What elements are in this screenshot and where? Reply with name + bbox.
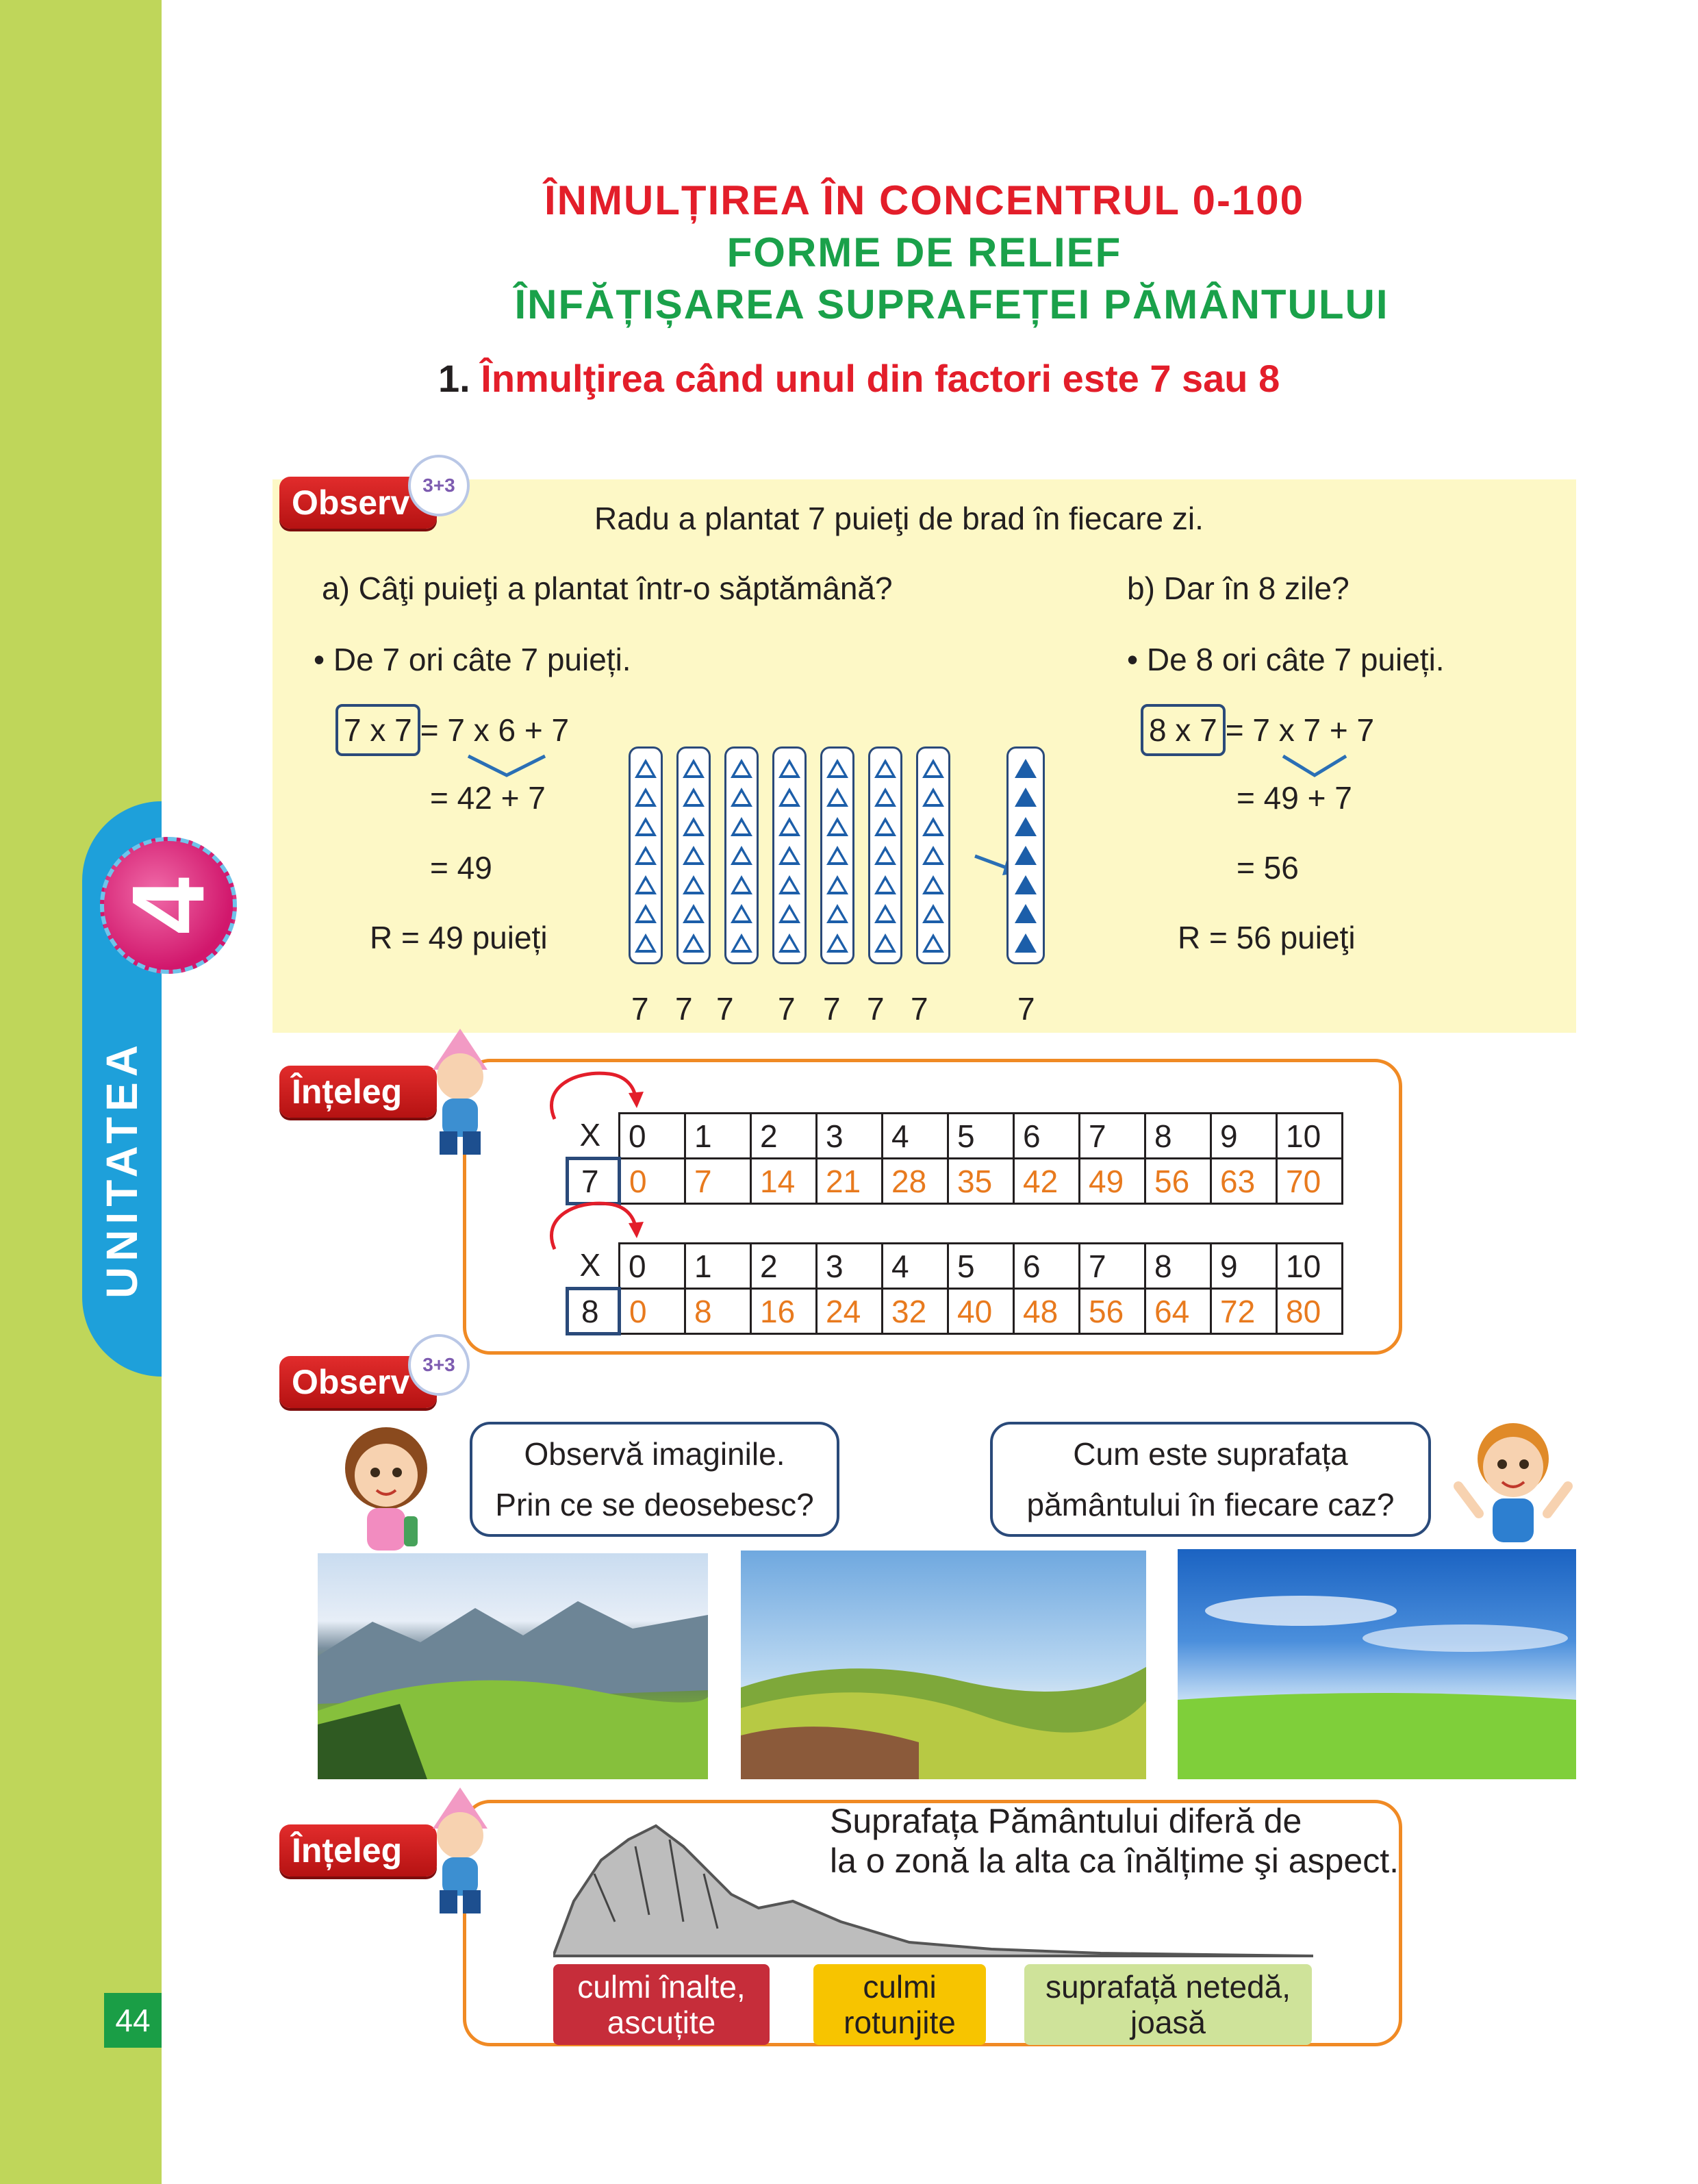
triangle-column	[916, 746, 950, 964]
triangle-column	[868, 746, 902, 964]
column-label: 7	[778, 991, 796, 1027]
hills-icon	[741, 1551, 1146, 1779]
table-result-cell: 16	[751, 1289, 817, 1334]
inteleg2-text-line: la o zonă la alta ca înălțime şi aspect.	[830, 1842, 1399, 1880]
equation-a-box: 7 x 7	[335, 704, 420, 756]
table-result-cell: 63	[1211, 1159, 1277, 1204]
table-result-cell: 14	[751, 1159, 817, 1204]
table-result-cell: 40	[948, 1289, 1014, 1334]
table-header-cell: 1	[685, 1244, 751, 1289]
table-operator: X	[579, 1247, 601, 1283]
child-thinking-icon	[419, 1022, 501, 1159]
table-header-cell: 0	[620, 1114, 685, 1159]
bubble-line: pământului în fiecare caz?	[1026, 1487, 1395, 1522]
table-result-cell: 32	[883, 1289, 948, 1334]
inteleg-badge: Înțeleg	[279, 1066, 437, 1118]
table-result-cell: 56	[1080, 1289, 1145, 1334]
table-result-cell: 7	[685, 1159, 751, 1204]
table-result-cell: 8	[685, 1289, 751, 1334]
chip-rounded-peaks	[813, 1964, 986, 2045]
table-header-cell: 4	[883, 1244, 948, 1289]
multiplication-table-7	[566, 1112, 1343, 1205]
table-header-cell: 4	[883, 1114, 948, 1159]
table-header-cell: 6	[1014, 1114, 1080, 1159]
equation-b-box: 8 x 7	[1141, 704, 1226, 756]
question-a: a) Câţi puieţi a plantat într-o săptămână?	[322, 570, 893, 606]
chip-line: ascuțite	[607, 2005, 716, 2040]
triangle-column	[724, 746, 759, 964]
bubble-line: Prin ce se deosebesc?	[495, 1487, 814, 1522]
table-result-cell: 70	[1277, 1159, 1343, 1204]
table-header-cell: 5	[948, 1114, 1014, 1159]
table-header-cell: 10	[1277, 1244, 1343, 1289]
column-label: 7	[911, 991, 928, 1027]
inteleg-badge: Înțeleg	[279, 1824, 437, 1877]
chapter-title-2: FORME DE RELIEF	[726, 229, 1122, 275]
table-header-cell: 3	[817, 1114, 883, 1159]
table-result-cell: 0	[620, 1289, 685, 1334]
column-label: 7	[867, 991, 885, 1027]
lesson-title-text: Înmulţirea când unul din factori este 7 sau 8	[481, 357, 1280, 400]
triangle-column	[820, 746, 854, 964]
bracket-icon	[466, 752, 548, 779]
child-thinking-icon	[419, 1781, 501, 1918]
table-header-cell: 2	[751, 1114, 817, 1159]
unit-label: UNITATEA	[97, 1039, 147, 1299]
chip-line: culmi înalte,	[577, 1969, 746, 2005]
table-header-cell: 7	[1080, 1244, 1145, 1289]
chip-line: suprafață netedă,	[1045, 1969, 1291, 2005]
filled-triangle-column	[1006, 746, 1045, 964]
page-number: 44	[104, 1993, 162, 2048]
table-header-cell: 7	[1080, 1114, 1145, 1159]
hills-photo	[741, 1551, 1146, 1779]
plain-icon	[1178, 1549, 1576, 1779]
chip-flat-surface	[1024, 1964, 1312, 2045]
column-label: 7	[631, 991, 649, 1027]
speech-bubble-right	[990, 1422, 1431, 1537]
table-header-cell: 0	[620, 1244, 685, 1289]
bubble-line: Cum este suprafața	[1073, 1436, 1348, 1472]
boy-character-icon	[1452, 1411, 1575, 1548]
table-header-cell: 1	[685, 1114, 751, 1159]
observ-badge: Observ	[279, 477, 437, 529]
equation-b-line1: = 7 x 7 + 7	[1225, 712, 1375, 748]
lesson-number: 1.	[438, 357, 470, 400]
equation-a	[335, 704, 569, 756]
table-result-cell: 80	[1277, 1289, 1343, 1334]
equation-b-line3: = 56	[1237, 850, 1299, 886]
magnifier-icon: 3+3	[408, 1334, 470, 1396]
girl-character-icon	[329, 1420, 452, 1557]
result-b: R = 56 puieţi	[1178, 920, 1356, 955]
equation-b-line2: = 49 + 7	[1237, 780, 1352, 816]
speech-bubble-left	[470, 1422, 839, 1537]
table-header-cell: 3	[817, 1244, 883, 1289]
table-multiplier: 7	[568, 1159, 620, 1204]
table-header-cell: 8	[1145, 1114, 1211, 1159]
chapter-title-3: ÎNFĂȚIȘAREA SUPRAFEȚEI PĂMÂNTULUI	[514, 281, 1389, 327]
bullet-a: • De 7 ori câte 7 puieți.	[314, 642, 631, 677]
table-header-cell: 9	[1211, 1114, 1277, 1159]
table-result-cell: 56	[1145, 1159, 1211, 1204]
table-result-cell: 48	[1014, 1289, 1080, 1334]
equation-a-line3: = 49	[430, 850, 492, 886]
table-result-cell: 42	[1014, 1159, 1080, 1204]
magnifier-icon: 3+3	[408, 455, 470, 516]
equation-b	[1141, 704, 1374, 756]
table-result-cell: 28	[883, 1159, 948, 1204]
table-result-cell: 21	[817, 1159, 883, 1204]
table-result-cell: 72	[1211, 1289, 1277, 1334]
table-header-cell: 9	[1211, 1244, 1277, 1289]
table-result-cell: 64	[1145, 1289, 1211, 1334]
chip-line: culmi	[863, 1969, 937, 2005]
table-header-cell: 2	[751, 1244, 817, 1289]
inteleg2-text	[830, 1801, 1399, 1881]
lesson-title	[438, 356, 1280, 401]
multiplication-table-8	[566, 1242, 1343, 1335]
column-label: 7	[823, 991, 841, 1027]
column-label: 7	[675, 991, 693, 1027]
equation-a-line1: = 7 x 6 + 7	[420, 712, 570, 748]
observ-intro: Radu a plantat 7 puieţi de brad în fiecare zi.	[594, 501, 1204, 536]
mountain-icon	[318, 1553, 708, 1779]
chip-high-peaks	[553, 1964, 770, 2045]
tree-columns	[629, 746, 950, 964]
triangle-column	[676, 746, 711, 964]
table-header-cell: 8	[1145, 1244, 1211, 1289]
table-header-cell: 6	[1014, 1244, 1080, 1289]
chapter-title-1: ÎNMULȚIREA ÎN CONCENTRUL 0-100	[544, 177, 1305, 223]
plain-photo	[1178, 1549, 1576, 1779]
bubble-line: Observă imaginile.	[524, 1436, 785, 1472]
column-label: 7	[716, 991, 734, 1027]
table-result-cell: 24	[817, 1289, 883, 1334]
table-result-cell: 0	[620, 1159, 685, 1204]
observ-badge: Observ	[279, 1356, 437, 1408]
table-header-cell: 10	[1277, 1114, 1343, 1159]
inteleg2-text-line: Suprafața Pământului diferă de	[830, 1802, 1302, 1840]
triangle-column	[772, 746, 807, 964]
question-b: b) Dar în 8 zile?	[1127, 570, 1349, 606]
bracket-icon	[1280, 752, 1349, 779]
result-a: R = 49 puieți	[370, 920, 548, 955]
table-operator: X	[579, 1117, 601, 1153]
table-multiplier: 8	[568, 1289, 620, 1334]
column-label: 7	[1017, 991, 1035, 1027]
table-result-cell: 49	[1080, 1159, 1145, 1204]
table-result-cell: 35	[948, 1159, 1014, 1204]
chip-line: rotunjite	[844, 2005, 956, 2040]
mountain-photo	[318, 1553, 708, 1779]
unit-number: 4	[110, 877, 226, 934]
equation-a-line2: = 42 + 7	[430, 780, 546, 816]
bullet-b: • De 8 ori câte 7 puieți.	[1127, 642, 1445, 677]
triangle-column	[629, 746, 663, 964]
table-header-cell: 5	[948, 1244, 1014, 1289]
chip-line: joasă	[1130, 2005, 1206, 2040]
